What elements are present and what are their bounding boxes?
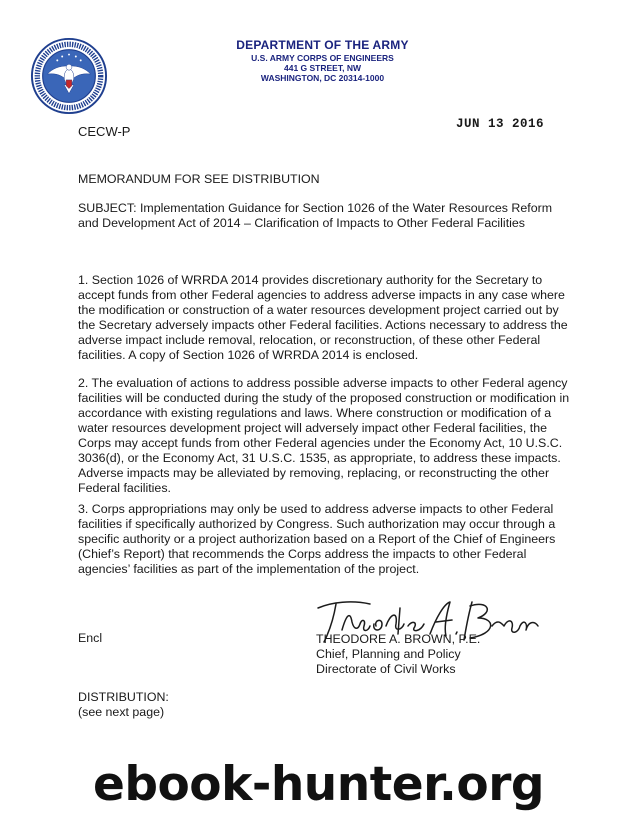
memorandum-for: MEMORANDUM FOR SEE DISTRIBUTION — [78, 172, 320, 186]
signer-name: THEODORE A. BROWN, P.E. — [316, 632, 481, 646]
subject-line: SUBJECT: Implementation Guidance for Section 1026 of the Water Resources Reform and Development Act of 2014 – Clarification of Impacts to Other Federal Facilities — [78, 201, 553, 230]
letterhead-city: WASHINGTON, DC 20314-1000 — [260, 73, 385, 83]
letterhead-street: 441 G STREET, NW — [284, 63, 361, 73]
signer-title: Chief, Planning and Policy — [316, 647, 461, 661]
watermark-text: ebook-hunter.org — [92, 757, 545, 812]
distribution-heading: DISTRIBUTION: — [78, 690, 169, 704]
paragraph-2: 2. The evaluation of actions to address possible adverse impacts to other Federal agency facilities will be conducted during the study of the proposed construction or modification in accordance with existing regulations and laws. Where construction or modification of a water resources development project will adversely impact other Federal facilities, the Corps may accept funds from other Federal agencies under the Economy Act, 10 U.S.C. 3036(d), or the Economy Act, 31 U.S.C. 1535, as appropriate, to address these impacts. Adverse impacts may be alleviated by removing, replacing, or reconstructing the other Federal facilities. — [78, 376, 570, 495]
letterhead-department: DEPARTMENT OF THE ARMY — [236, 38, 409, 52]
paragraph-3: 3. Corps appropriations may only be used to address adverse impacts to other Federal facilities if specifically authorized by Congress. Such authorization may occur through a specific authority or a project authorization based on a Report of the Chief of Engineers (Chief’s Report) that recommends the Corps address the impacts to other Federal agencies’ facilities as part of the implementation of the project. — [78, 502, 556, 576]
signature-block — [316, 632, 480, 677]
letterhead-corps: U.S. ARMY CORPS OF ENGINEERS — [251, 53, 394, 63]
date-stamp: JUN 13 2016 — [456, 117, 545, 131]
distribution-note: (see next page) — [78, 705, 165, 719]
signer-directorate: Directorate of Civil Works — [316, 662, 456, 676]
enclosure-label: Encl — [78, 631, 103, 645]
office-symbol: CECW-P — [78, 124, 131, 139]
department-of-defense-seal — [30, 37, 108, 115]
paragraph-1: 1. Section 1026 of WRRDA 2014 provides discretionary authority for the Secretary to accept funds from other Federal agencies to address adverse impacts in any case where the modification or construction of a water resources development project carried out by the Secretary adversely impacts other Federal facilities. Actions necessary to address the adverse impact include removal, relocation, or reconstruction, of these other Federal facilities. A copy of Section 1026 of WRRDA 2014 is enclosed. — [78, 273, 568, 362]
distribution-section — [78, 690, 169, 720]
